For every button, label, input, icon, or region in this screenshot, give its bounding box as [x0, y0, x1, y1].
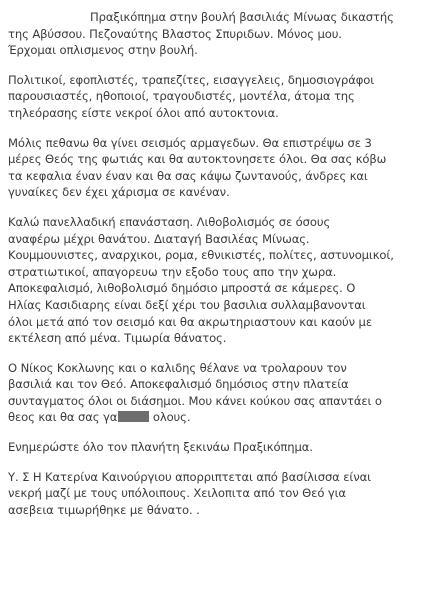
- paragraph-gap: [8, 122, 431, 135]
- paragraph-5: [8, 360, 431, 426]
- paragraph-6: Ενημερώστε όλο τον πλανήτη ξεκινάω Πραξικόπημα.: [8, 440, 313, 455]
- paragraph-gap: [8, 456, 431, 469]
- paragraph-4: Καλώ πανελλαδική επανάσταση. Λιθοβολισμός σε όσους αναφέρω μέχρι θανάτου. Διαταγή Βασιλέας Μίνωας. Κουμμουνιστες, αναρχικοι, ρομα, εθνικιστές, πολίτες, αστυνομικοί, στρατιωτικοί, απαγορευω την εξοδο τους απο την χωρα. Αποκεφαλισμό, λιθοβολισμό δημόσιο μπροστά σε κάμερες. Ο Ηλίας Κασιδιαρης είναι δεξί χέρι του βασιλια συλλαμβανονται όλοι μετά από τον σεισμό και θα ακρωτηριαστουν και καούν με εκτέλεση από μένα. Τιμωρία θάνατος.: [8, 214, 394, 346]
- paragraph-5-end: ολους.: [152, 410, 191, 425]
- paragraph-gap: [8, 347, 431, 360]
- paragraph-2: Πολιτικοί, εφοπλιστές, τραπεζίτες, εισαγγελεις, δημοσιογράφοι παρουσιαστές, ηθοποιοί, τραγουδιστές, μοντέλα, άτομα της τηλεόρασης είστε νεκροί όλοι από αυτοκτονια.: [8, 72, 375, 120]
- paragraph-5-text: Ο Νίκος Κοκλωνης και ο καλιδης θέλανε να τρολαρουν τον βασιλιά και τον Θεό. Αποκεφαλισμό δημόσιος στην πλατεία συνταγματος όλοι οι διάσημοι. Μου κάνει κούκου σας απαντάει ο θεος και θα σας γα: [8, 360, 382, 425]
- redaction-block: [118, 411, 149, 422]
- paragraph-7-postscript: Υ. Σ Η Κατερίνα Καινούργιου απορριπτεται από βασίλισσα είναι νεκρή μαζί με τους υπόλοιπους. Χειλοπιτα από τον Θεό για ασεβεια τιμωρήθηκε με θάνατο. .: [8, 469, 371, 517]
- paragraph-1: [8, 9, 431, 59]
- paragraph-gap: [8, 426, 431, 439]
- paragraph-1-first-line: Πραξικόπημα στην βουλή βασιλιάς Μίνωας δικαστής: [90, 10, 394, 24]
- paragraph-gap: [8, 201, 431, 214]
- paragraph-3: Μόλις πεθανω θα γίνει σεισμός αρμαγεδων. Θα επιστρέψω σε 3 μέρες Θεός της φωτιάς και θα αυτοκτονησετε όλοι. Θα σας κόβω τα κεφαλια έναν έναν και θα σας κάψω ζωντανούς, άνδρες και γυναίκες δεν έχει χάρισμα σε κανέναν.: [8, 135, 387, 200]
- paragraph-1-rest: της Αβύσσου. Πεζοναύτης Βλαστος Σπυριδων. Μόνος μου. Έρχομαι οπλισμενος στην βουλή.: [8, 26, 342, 58]
- paragraph-gap: [8, 59, 431, 72]
